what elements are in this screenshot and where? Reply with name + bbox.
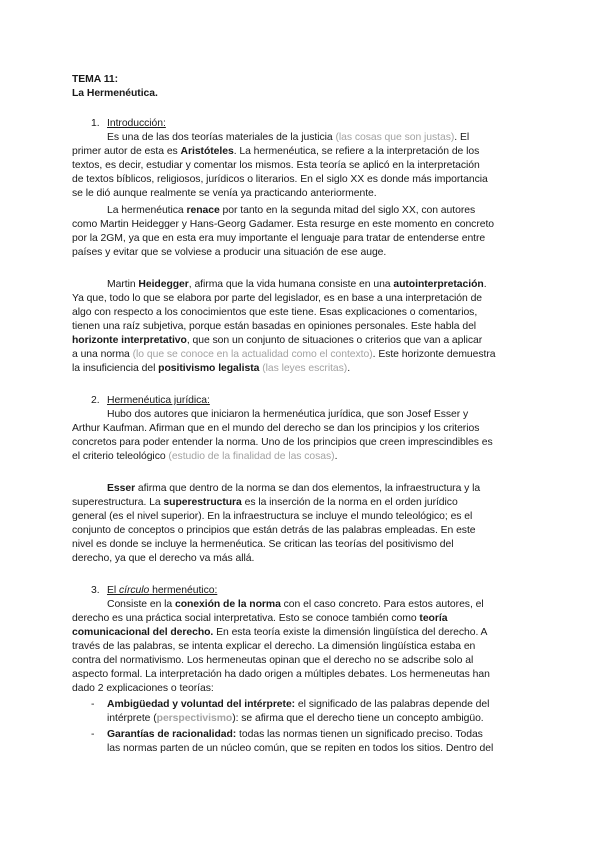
text-line [72, 538, 454, 552]
text-segment: a una norma [72, 349, 133, 360]
text-segment: Es una de las dos teorías materiales de la justicia [107, 132, 336, 143]
bold-term: superestructura [163, 497, 242, 508]
topic-title-heading: La Hermenéutica. [72, 88, 158, 99]
bold-term: Ambigüedad y voluntad del intérprete: [107, 699, 296, 710]
text-line [107, 698, 489, 712]
text-segment: conjunto de conceptos o principios que están detrás de las palabras empleadas. En este [72, 525, 476, 536]
text-segment: , que son un conjunto de situaciones o criterios que van a aplicar [186, 335, 483, 346]
bullet-dash: - [91, 729, 95, 740]
topic-number-heading: TEMA 11: [72, 74, 118, 85]
text-line [72, 218, 494, 232]
text-line [107, 742, 493, 756]
text-line [72, 524, 476, 538]
text-line [72, 173, 488, 187]
bullet-dash: - [91, 699, 95, 710]
text-line [72, 450, 337, 464]
text-segment: de textos bíblicos, religiosos, jurídicos o literarios. En el siglo XX es donde más importancia [72, 174, 488, 185]
text-line [107, 482, 480, 496]
text-line [72, 496, 458, 510]
text-segment: Consiste en la [107, 599, 175, 610]
text-segment: derecho es una práctica social interpretativa. Esto se conoce también como [72, 613, 420, 624]
text-segment: la insuficiencia del [72, 363, 159, 374]
text-segment: se le dió aunque realmente se venía ya practicando anteriormente. [72, 188, 377, 199]
text-segment: intérprete ( [107, 713, 157, 724]
text-line [72, 246, 386, 260]
text-line [107, 131, 469, 145]
text-line [72, 348, 496, 362]
text-line [72, 510, 472, 524]
text-line [72, 362, 350, 376]
text-line [72, 232, 485, 246]
bold-term: Heidegger [138, 279, 189, 290]
text-line [107, 712, 484, 726]
text-segment: con el caso concreto. Para estos autores, el [280, 599, 484, 610]
text-line [72, 292, 482, 306]
section-title: Hermenéutica jurídica: [107, 395, 210, 406]
section-title: El círculo hermenéutico: [107, 585, 218, 596]
bold-term: teoría [419, 613, 448, 624]
text-segment: afirma que dentro de la norma se dan dos elementos, la infraestructura y la [135, 483, 481, 494]
section-number: 1. [91, 118, 100, 129]
text-segment: . [483, 279, 487, 290]
text-segment: textos, es decir, estudiar y comentar los mismos. Esta teoría se aplicó en la interpretación [72, 160, 480, 171]
text-segment: . [347, 363, 351, 374]
text-segment: Martin [107, 279, 139, 290]
text-line [72, 306, 477, 320]
bold-term: positivismo legalista [158, 363, 260, 374]
text-line [72, 668, 490, 682]
text-line [72, 682, 214, 696]
text-line [72, 654, 473, 668]
text-line [72, 145, 479, 159]
text-line [72, 640, 475, 654]
text-segment: Ya que, todo lo que se elabora por parte del legislador, es en base a una interpretación de [72, 293, 483, 304]
text-segment: nivel es donde se incluye la hermenéutica. Se critican las teorías del positivismo del [72, 539, 454, 550]
text-segment: el criterio teleológico [72, 451, 169, 462]
text-segment: es la inserción de la norma en el orden jurídico [241, 497, 458, 508]
text-line [107, 408, 468, 422]
text-line [107, 728, 483, 742]
text-line [107, 598, 484, 612]
text-segment: todas las normas tienen un significado preciso. Todas [236, 729, 483, 740]
gray-note: (las cosas que son justas) [335, 132, 455, 143]
text-segment: través de las palabras, se intenta explicar el derecho. La dimensión lingüística estaba en [72, 641, 476, 652]
text-segment: concretos para poder entender la norma. Uno de los principios que creen imprescindibles es [72, 437, 493, 448]
bold-term: conexión de la norma [174, 599, 281, 610]
text-segment: . Este horizonte demuestra [372, 349, 496, 360]
text-line [107, 278, 487, 292]
text-segment: En esta teoría existe la dimensión lingüística del derecho. A [213, 627, 488, 638]
text-line [72, 320, 476, 334]
bold-term: Esser [107, 483, 136, 494]
bold-term: Garantías de racionalidad: [107, 729, 237, 740]
text-line [72, 626, 487, 640]
section-number: 2. [91, 395, 100, 406]
text-segment: . La hermenéutica, se refiere a la interpretación de los [233, 146, 480, 157]
bold-term: comunicacional del derecho. [72, 627, 214, 638]
bold-term: Aristóteles [180, 146, 234, 157]
text-segment: por tanto en la segunda mitad del siglo XX, con autores [219, 205, 476, 216]
text-line [72, 187, 377, 201]
bold-term: autointerpretación [393, 279, 484, 290]
text-line [72, 612, 447, 626]
text-segment: dado 2 explicaciones o teorías: [72, 683, 214, 694]
text-line [72, 334, 482, 348]
text-segment: países y evitar que se volviese a producir una situación de ese auge. [72, 247, 387, 258]
gray-note: perspectivismo [156, 713, 233, 724]
text-segment: Hubo dos autores que iniciaron la hermenéutica jurídica, que son Josef Esser y [107, 409, 469, 420]
text-segment: contra del normativismo. Los hermeneutas opinan que el derecho no se adscribe solo al [72, 655, 474, 666]
text-segment: Arthur Kaufman. Afirman que en el mundo del derecho se dan los principios y los criterios [72, 423, 480, 434]
text-segment: , afirma que la vida humana consiste en una [188, 279, 394, 290]
text-segment: primer autor de esta es [72, 146, 181, 157]
text-segment: como Martin Heidegger y Hans-Georg Gadamer. Esta resurge en este momento en concreto [72, 219, 495, 230]
text-line [107, 204, 475, 218]
text-segment: derecho, ya que el derecho va más allá. [72, 553, 255, 564]
text-segment: aspecto formal. La interpretación ha dado origen a múltiples debates. Los hermeneutas han [72, 669, 490, 680]
text-segment: superestructura. La [72, 497, 164, 508]
gray-note: (estudio de la finalidad de las cosas) [168, 451, 335, 462]
text-segment: ): se afirma que el derecho tiene un concepto ambigüo. [232, 713, 484, 724]
text-segment: general (es el nivel superior). En la infraestructura se incluye el mundo teleológico; es el [72, 511, 473, 522]
gray-note: (lo que se conoce en la actualidad como el contexto) [132, 349, 373, 360]
text-segment: La hermenéutica [107, 205, 187, 216]
text-segment: las normas parten de un núcleo común, que se repiten en todos los sitios. Dentro del [107, 743, 494, 754]
bold-term: horizonte interpretativo [72, 335, 187, 346]
text-line [72, 552, 254, 566]
text-segment: por la 2GM, ya que en esta era muy importante el lenguaje para tratar de entenderse entre [72, 233, 486, 244]
text-line [72, 422, 479, 436]
section-title: Introducción: [107, 118, 166, 129]
section-number: 3. [91, 585, 100, 596]
text-segment: el significado de las palabras depende del [295, 699, 490, 710]
gray-note: (las leyes escritas) [262, 363, 348, 374]
text-line [72, 159, 480, 173]
text-segment: . [334, 451, 338, 462]
text-line [72, 436, 493, 450]
text-segment: tienen una raíz subjetiva, porque están basadas en opiniones personales. Este habla del [72, 321, 477, 332]
text-segment: . El [454, 132, 470, 143]
text-segment: algo con respecto a los conocimientos que este tiene. Esas explicaciones o comentarios, [72, 307, 478, 318]
bold-term: renace [186, 205, 220, 216]
